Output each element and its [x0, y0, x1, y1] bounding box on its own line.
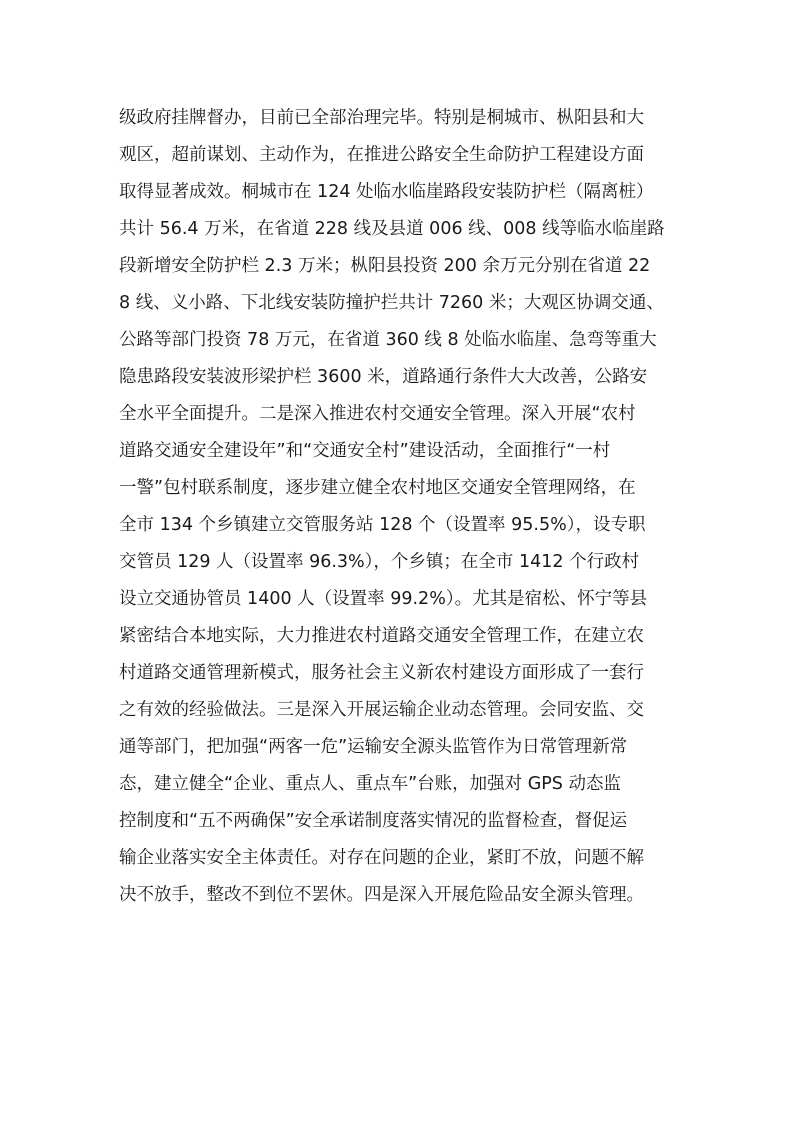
text-line: 之有效的经验做法。三是深入开展运输企业动态管理。会同安监、交 [119, 700, 644, 720]
text-line: 道路交通安全建设年”和“交通安全村”建设活动，全面推行“一村 [119, 441, 611, 461]
text-line: 全市 134 个乡镇建立交管服务站 128 个（设置率 95.5%），设专职 [119, 515, 646, 535]
text-line: 村道路交通管理新模式，服务社会主义新农村建设方面形成了一套行 [119, 663, 644, 683]
text-line: 控制度和“五不两确保”安全承诺制度落实情况的监督检查，督促运 [119, 811, 628, 831]
text-line: 共计 56.4 万米，在省道 228 线及县道 006 线、008 线等临水临崖路 [119, 219, 665, 239]
text-line: 一警”包村联系制度，逐步建立健全农村地区交通安全管理网络，在 [119, 478, 636, 498]
text-line: 全水平全面提升。二是深入推进农村交通安全管理。深入开展“农村 [119, 404, 636, 424]
text-line: 设立交通协管员 1400 人（设置率 99.2%）。尤其是宿松、怀宁等县 [119, 589, 648, 609]
text-line: 决不放手，整改不到位不罢休。四是深入开展危险品安全源头管理。 [119, 885, 644, 905]
text-line: 输企业落实安全主体责任。对存在问题的企业，紧盯不放，问题不解 [119, 848, 644, 868]
body-paragraph [119, 100, 679, 914]
text-line: 段新增安全防护栏 2.3 万米；枞阳县投资 200 余万元分别在省道 22 [119, 256, 651, 276]
text-line: 交管员 129 人（设置率 96.3%），个乡镇；在全市 1412 个行政村 [119, 552, 640, 572]
text-line: 级政府挂牌督办，目前已全部治理完毕。特别是桐城市、枞阳县和大 [119, 108, 644, 128]
text-line: 取得显著成效。桐城市在 124 处临水临崖路段安装防护栏（隔离桩） [119, 182, 654, 202]
text-line: 观区，超前谋划、主动作为，在推进公路安全生命防护工程建设方面 [119, 145, 644, 165]
text-line: 隐患路段安装波形梁护栏 3600 米，道路通行条件大大改善，公路安 [119, 367, 648, 387]
text-line: 紧密结合本地实际，大力推进农村道路交通安全管理工作，在建立农 [119, 626, 644, 646]
text-line: 态，建立健全“企业、重点人、重点车”台账，加强对 GPS 动态监 [119, 774, 621, 794]
text-line: 通等部门，把加强“两客一危”运输安全源头监管作为日常管理新常 [119, 737, 628, 757]
text-line: 公路等部门投资 78 万元，在省道 360 线 8 处临水临崖、急弯等重大 [119, 330, 657, 350]
text-line: 8 线、义小路、下北线安装防撞护拦共计 7260 米；大观区协调交通、 [119, 293, 664, 313]
